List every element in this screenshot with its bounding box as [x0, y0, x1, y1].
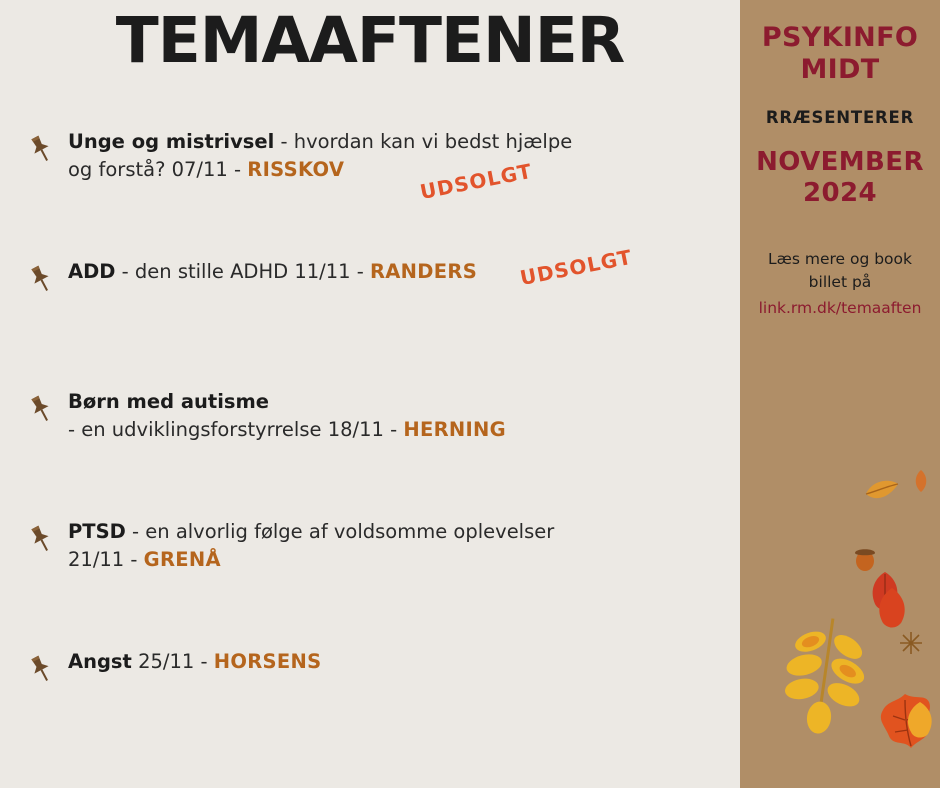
brand-line-2: MIDT [800, 53, 880, 85]
booking-info [740, 248, 940, 295]
list-item [0, 518, 740, 648]
pushpin-icon [24, 652, 58, 686]
booking-link[interactable]: link.rm.dk/temaaften [758, 299, 922, 318]
leaf-icon [865, 570, 905, 614]
event-city: HORSENS [213, 650, 322, 673]
event-line-1 [68, 388, 730, 416]
event-text [68, 244, 730, 291]
event-desc: 25/11 - [131, 650, 214, 673]
event-desc: - hvordan kan vi bedst hjælpe [274, 130, 573, 153]
event-line-2 [68, 416, 730, 444]
event-text [68, 648, 730, 676]
events-list [0, 128, 740, 728]
event-text [68, 128, 730, 204]
event-city: RANDERS [369, 260, 478, 283]
event-title: Angst [68, 650, 132, 673]
event-title: Unge og mistrivsel [68, 130, 275, 153]
event-line-2 [68, 546, 730, 574]
acorn-icon [850, 540, 880, 572]
leaf-icon [870, 585, 914, 629]
event-line-1 [68, 244, 730, 291]
leaf-icon [875, 690, 935, 752]
event-title: PTSD [68, 520, 126, 543]
year-label: 2024 [803, 177, 877, 208]
booking-info-line-2: billet på [808, 273, 872, 292]
leaf-icon [900, 700, 940, 740]
event-city: GRENÅ [143, 547, 221, 571]
event-text [68, 388, 730, 443]
brand-line-1: PSYKINFO [761, 22, 919, 53]
pushpin-icon [24, 262, 58, 296]
booking-info-line-1: Læs mere og book [767, 249, 913, 268]
event-line-1 [68, 518, 730, 546]
event-line-1 [68, 648, 730, 676]
event-date: - en udviklingsforstyrrelse 18/11 - [68, 417, 404, 441]
status-badge: UDSOLGT [517, 244, 635, 291]
list-item [0, 128, 740, 258]
pushpin-icon [24, 392, 58, 426]
leaf-icon [910, 468, 932, 494]
event-desc: - en alvorlig følge af voldsomme oplevelser [125, 520, 555, 543]
list-item [0, 648, 740, 728]
presents-label: RRÆSENTERER [765, 107, 915, 127]
event-city: HERNING [403, 417, 506, 441]
leaf-icon [858, 470, 904, 516]
event-text [68, 518, 730, 573]
event-line-1 [68, 128, 730, 156]
event-city: RISSKOV [247, 157, 345, 181]
event-title: ADD [68, 260, 116, 283]
status-badge: UDSOLGT [417, 158, 535, 204]
event-title: Børn med autisme [68, 390, 270, 413]
event-desc: - den stille ADHD 11/11 - [115, 260, 370, 283]
pushpin-icon [24, 132, 58, 166]
month-label: NOVEMBER [756, 146, 924, 177]
event-line-2 [68, 156, 730, 204]
brand-name [740, 22, 940, 86]
seed-icon [898, 630, 924, 656]
sidebar [740, 0, 940, 788]
pushpin-icon [24, 522, 58, 556]
page-title: TEMAAFTENER [115, 4, 625, 77]
list-item [0, 244, 740, 388]
event-date: 21/11 - [68, 547, 144, 571]
list-item [0, 388, 740, 518]
event-date: og forstå? 07/11 - [68, 157, 248, 181]
leaf-icon [770, 610, 880, 740]
